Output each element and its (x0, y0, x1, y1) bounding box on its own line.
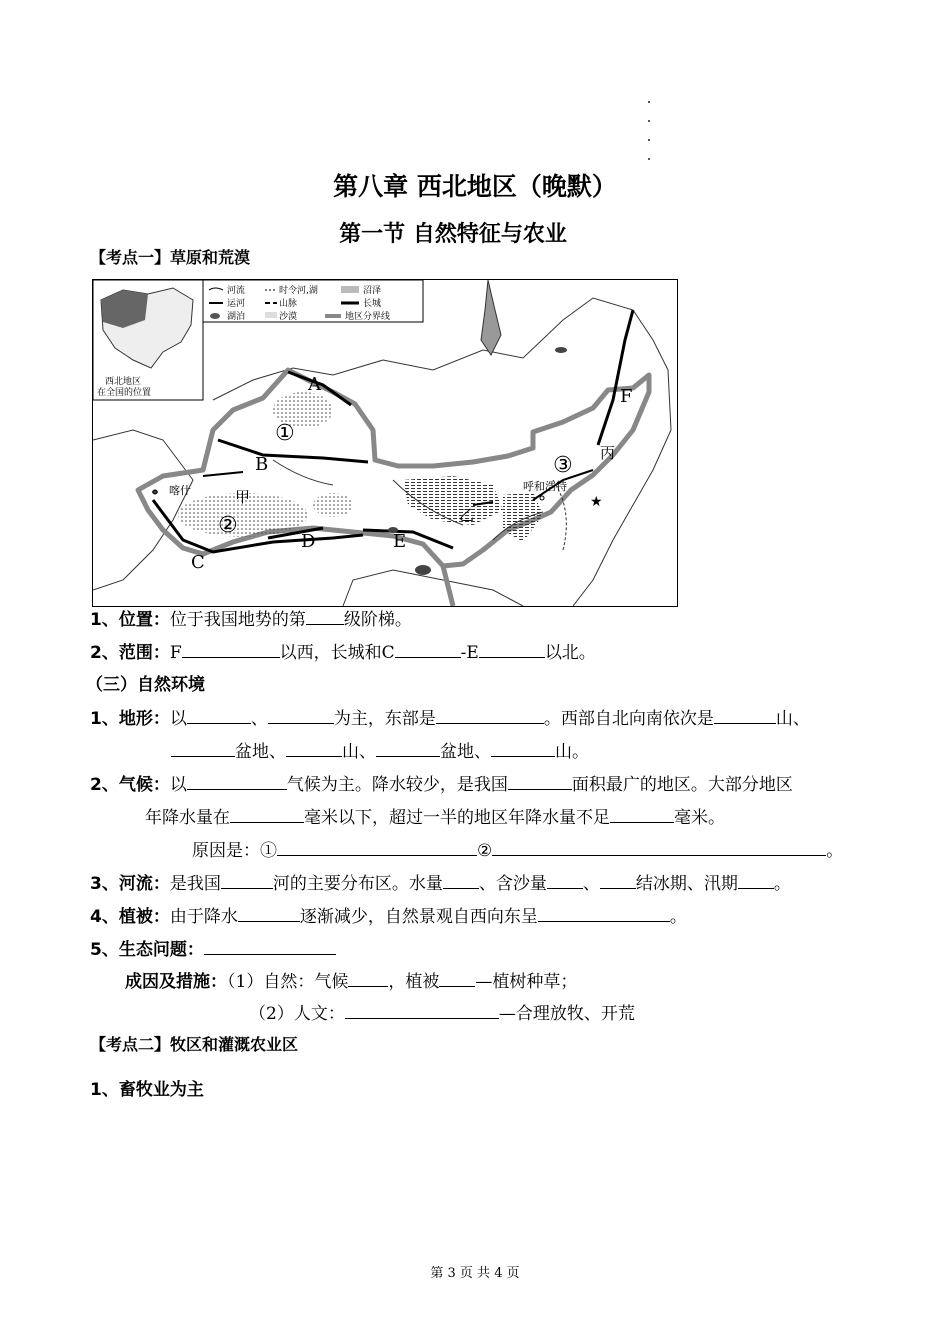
blank-climate-2[interactable] (508, 773, 572, 790)
blank-vegetation-2[interactable] (538, 905, 670, 922)
map-letter-b: B (255, 454, 269, 475)
q-ecology-natural-b: ，植被 (388, 972, 440, 992)
q-ecology-natural-c: —植树种草； (475, 972, 578, 992)
blank-range-3[interactable] (479, 641, 545, 658)
blank-terrain-8[interactable] (491, 740, 555, 757)
blank-rivers-1[interactable] (221, 872, 273, 889)
q-vegetation (90, 905, 687, 928)
q-rivers-label: 3、河流： (90, 874, 170, 894)
q-range-text-c: -E (460, 643, 479, 663)
inset-label-2: 在全国的位置 (97, 388, 152, 398)
blank-ecology-natural-1[interactable] (348, 970, 388, 987)
q-rivers-b: 河的主要分布区。水量 (272, 874, 443, 894)
map-drawing (93, 280, 677, 606)
legend-boundary: 地区分界线 (345, 312, 391, 322)
q-range-label: 2、范围： (90, 643, 170, 663)
q-climate-2 (145, 806, 725, 829)
q-climate-3 (192, 839, 843, 862)
blank-position[interactable] (306, 608, 344, 625)
q-terrain (90, 707, 810, 730)
q-terrain-2 (171, 740, 589, 763)
q-range (90, 641, 596, 664)
point2-heading: 【考点二】牧区和灌溉农业区 (90, 1035, 299, 1054)
q-position-text-b: 级阶梯。 (343, 610, 412, 630)
blank-rivers-5[interactable] (738, 872, 774, 889)
blank-ecology[interactable] (204, 938, 336, 955)
map-letter-d: D (301, 531, 316, 552)
blank-terrain-5[interactable] (171, 740, 235, 757)
q-terrain-h: 盆地、 (440, 742, 491, 762)
margin-dots (648, 101, 650, 177)
q-vegetation-a: 由于降水 (169, 907, 238, 927)
map-label-yi: 乙 (459, 506, 475, 524)
map-letter-f: F (620, 386, 633, 407)
q-terrain-d: 。西部自北向南依次是 (543, 709, 714, 729)
q-climate-c: 面积最广的地区。大部分地区 (571, 775, 793, 795)
blank-rivers-3[interactable] (547, 872, 583, 889)
q-vegetation-b: 逐渐减少，自然景观自西向东呈 (299, 907, 538, 927)
q-climate-label: 2、气候： (90, 775, 170, 795)
map-circled-3: ③ (553, 453, 573, 478)
legend-desert: 沙漠 (279, 312, 298, 322)
q-range-text-a: F (169, 643, 182, 663)
section-title: 第一节 自然特征与农业 (339, 222, 567, 247)
legend-canal: 运河 (227, 299, 246, 309)
map-label-bing: 丙 (600, 444, 616, 462)
capital-star-icon: ★ (590, 494, 603, 510)
q-rivers-c: 、含沙量 (478, 874, 547, 894)
blank-terrain-4[interactable] (714, 707, 776, 724)
q-rivers-a: 是我国 (169, 874, 221, 894)
blank-ecology-natural-2[interactable] (439, 970, 475, 987)
q-climate-e: 毫米以下，超过一半的地区年降水量不足 (304, 808, 610, 828)
blank-terrain-1[interactable] (187, 707, 251, 724)
q-climate-f: 毫米。 (674, 808, 725, 828)
q-terrain-g: 山、 (342, 742, 376, 762)
blank-range-2[interactable] (395, 641, 461, 658)
blank-climate-5[interactable] (277, 839, 477, 856)
legend-wall: 长城 (363, 299, 382, 309)
northwest-map (92, 279, 678, 607)
chapter-title: 第八章 西北地区（晚默） (333, 172, 617, 201)
q-terrain-a: 以 (169, 709, 187, 729)
blank-terrain-6[interactable] (286, 740, 342, 757)
legend-lake: 湖泊 (227, 312, 246, 322)
map-letter-e: E (393, 531, 407, 552)
map-label-jia: 甲 (235, 488, 251, 506)
blank-climate-4[interactable] (610, 806, 674, 823)
q-ecology-human (249, 1002, 635, 1025)
q-climate-b: 气候为主。降水较少，是我国 (286, 775, 508, 795)
blank-rivers-2[interactable] (443, 872, 479, 889)
legend-seasonal: 时令河,湖 (279, 286, 318, 296)
q-rivers-d: 、 (582, 874, 600, 894)
blank-climate-3[interactable] (230, 806, 304, 823)
husbandry-heading: 1、畜牧业为主 (90, 1080, 204, 1100)
blank-range-1[interactable] (182, 641, 280, 658)
q-climate-h: ② (477, 841, 493, 861)
blank-climate-1[interactable] (187, 773, 287, 790)
inset-label-1: 西北地区 (105, 377, 142, 387)
q-terrain-e: 山、 (775, 709, 810, 729)
q-terrain-label: 1、地形： (90, 709, 170, 729)
q-ecology-human-a: （2）人文： (249, 1004, 345, 1024)
q-ecology-label: 5、生态问题： (90, 940, 204, 960)
q-vegetation-label: 4、植被： (90, 907, 170, 927)
q-ecology-natural-a: （1）自然：气候 (227, 972, 349, 992)
page-footer: 第 3 页 共 4 页 (430, 1266, 520, 1281)
point1-heading: 【考点一】草原和荒漠 (90, 248, 251, 267)
q-terrain-i: 山。 (555, 742, 589, 762)
legend-swamp: 沼泽 (363, 286, 382, 296)
q-rivers (90, 872, 791, 895)
q-range-text-b: 以西，长城和C (279, 643, 395, 663)
q-ecology (90, 938, 336, 961)
q-terrain-f: 盆地、 (235, 742, 286, 762)
q-rivers-e: 结冰期、汛期 (635, 874, 738, 894)
sub3-heading: （三）自然环境 (86, 675, 205, 695)
q-vegetation-c: 。 (669, 907, 687, 927)
q-position (90, 608, 412, 631)
blank-vegetation-1[interactable] (238, 905, 300, 922)
q-position-text-a: 位于我国地势的第 (169, 610, 306, 630)
q-climate-d: 年降水量在 (145, 808, 230, 828)
blank-climate-6[interactable] (492, 839, 826, 856)
map-letter-a: A (308, 374, 321, 395)
blank-rivers-4[interactable] (600, 872, 636, 889)
blank-terrain-2[interactable] (268, 707, 334, 724)
map-letter-c: C (191, 552, 205, 573)
map-label-hohhot: 呼和浩特 (523, 480, 567, 493)
legend-mountain: 山脉 (279, 299, 298, 309)
q-climate-g: 原因是：① (192, 841, 277, 861)
q-ecology-causes-label: 成因及措施： (125, 972, 227, 992)
q-terrain-b: 、 (250, 709, 268, 729)
q-range-text-d: 以北。 (544, 643, 596, 663)
q-ecology-natural (125, 970, 577, 993)
map-circled-2: ② (218, 513, 238, 538)
map-circled-1: ① (275, 421, 295, 446)
blank-terrain-3[interactable] (436, 707, 544, 724)
map-label-kashgar: 喀什 (169, 484, 191, 497)
q-position-label: 1、位置： (90, 610, 170, 630)
q-rivers-f: 。 (773, 874, 791, 894)
q-ecology-human-b: —合理放牧、开荒 (498, 1004, 635, 1024)
q-climate-i: 。 (826, 841, 844, 861)
q-climate (90, 773, 793, 796)
q-terrain-c: 为主，东部是 (333, 709, 436, 729)
blank-terrain-7[interactable] (376, 740, 440, 757)
legend-river: 河流 (227, 286, 246, 296)
blank-ecology-human[interactable] (345, 1002, 499, 1019)
q-climate-a: 以 (169, 775, 187, 795)
